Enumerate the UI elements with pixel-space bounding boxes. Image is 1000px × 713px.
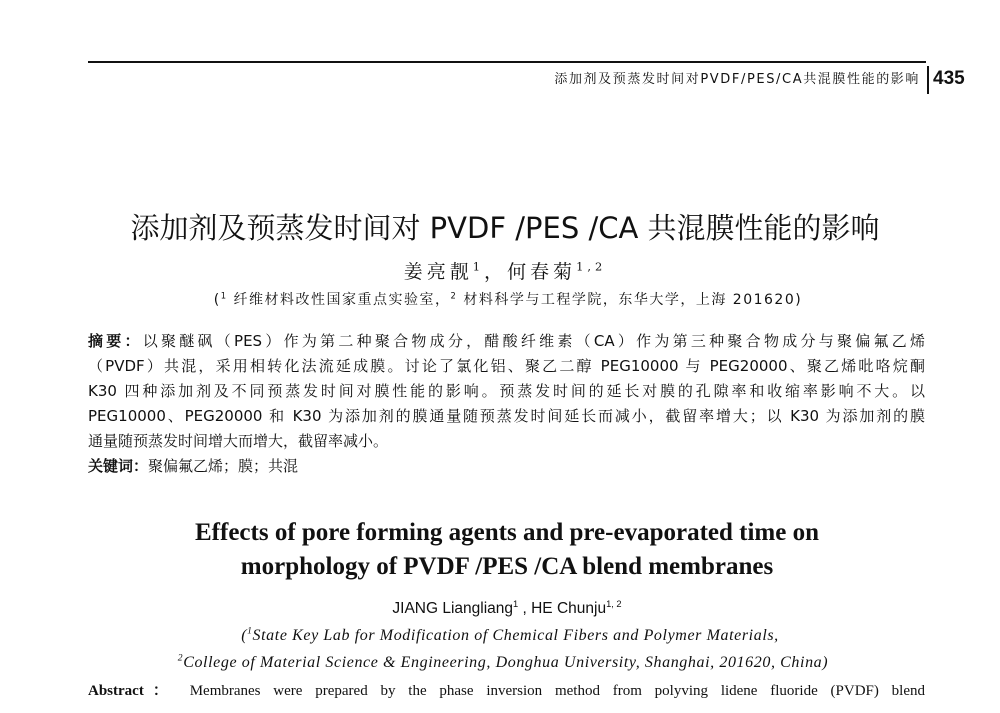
author-name: 姜亮靓 (403, 261, 473, 283)
abstract-text: Membranes were prepared by the phase inversion method from polyving lidene fluoride (PVDF) blend (176, 683, 925, 699)
abstract-chinese-line: 通量随预蒸发时间增大而增大，截留率减小。 (88, 432, 389, 450)
title-english-line: Effects of pore forming agents and pre-evaporated time on (195, 519, 819, 546)
keywords-chinese (88, 454, 925, 479)
affiliation-text: College of Material Science & Engineering, Donghua University, Shanghai, 201620, China) (183, 654, 829, 671)
header-rule (88, 61, 926, 63)
page-number: 435 (933, 68, 965, 89)
abstract-chinese-line (88, 329, 925, 354)
affiliation-mark: 1 (220, 290, 228, 301)
title-english-line: morphology of PVDF /PES /CA blend membranes (240, 553, 774, 580)
title-chinese: 添加剂及预蒸发时间对 PVDF /PES /CA 共混膜性能的影响 (130, 211, 880, 245)
abstract-chinese-line: K30 四种添加剂及不同预蒸发时间对膜性能的影响。预蒸发时间的延长对膜的孔隙率和收缩率影响不大。以 (88, 382, 925, 400)
author-affiliation-mark: 1, 2 (606, 598, 622, 609)
authors-chinese (100, 259, 910, 285)
affiliation-text: 材料科学与工程学院，东华大学，上海 201620) (457, 292, 803, 308)
affiliation-open-paren: ( (241, 627, 248, 644)
abstract-english-line (88, 681, 925, 701)
affiliation-mark: 2 (177, 652, 184, 664)
author-name: HE Chunju (531, 600, 607, 617)
affiliation-chinese (110, 290, 906, 310)
affiliation-open-paren: ( (213, 292, 221, 308)
author-separator: ， (484, 261, 508, 283)
author-separator: , (518, 600, 532, 617)
abstract-chinese-line: PEG10000、PEG20000 和 K30 为添加剂的膜通量随预蒸发时间延长而减小，截留率增大；以 K30 为添加剂的膜 (88, 407, 925, 425)
keywords-label: 关键词： (88, 457, 149, 475)
keywords-text: 聚偏氟乙烯；膜；共混 (148, 457, 299, 475)
running-header-title: 添加剂及预蒸发时间对PVDF/PES/CA共混膜性能的影响 (554, 72, 920, 87)
abstract-text: 以聚醚砜（PES）作为第二种聚合物成分，醋酸纤维素（CA）作为第三种聚合物成分与聚偏氟乙烯 (142, 332, 925, 350)
affiliation-english-line (60, 626, 960, 646)
affiliation-mark: 1 (247, 625, 253, 637)
author-affiliation-mark: 1 (513, 598, 519, 609)
authors-english (100, 599, 914, 619)
title-english (100, 516, 914, 584)
author-name: JIANG Liangliang (392, 600, 514, 617)
header-divider (927, 66, 929, 94)
affiliation-text: 纤维材料改性国家重点实验室， (227, 292, 451, 308)
author-affiliation-mark: 1,2 (576, 259, 607, 274)
author-name: 何春菊 (507, 261, 577, 283)
author-affiliation-mark: 1 (472, 259, 485, 274)
abstract-label-chinese: 摘要： (88, 332, 143, 350)
abstract-label-english: Abstract： (88, 683, 177, 699)
abstract-chinese-line: （PVDF）共混，采用相转化法流延成膜。讨论了氯化铝、聚乙二醇 PEG10000 与 PEG20000、聚乙烯吡咯烷酮 (88, 357, 925, 375)
affiliation-english-line (53, 653, 953, 673)
affiliation-mark: 2 (450, 290, 458, 301)
affiliation-text: State Key Lab for Modification of Chemical Fibers and Polymer Materials, (252, 627, 779, 644)
